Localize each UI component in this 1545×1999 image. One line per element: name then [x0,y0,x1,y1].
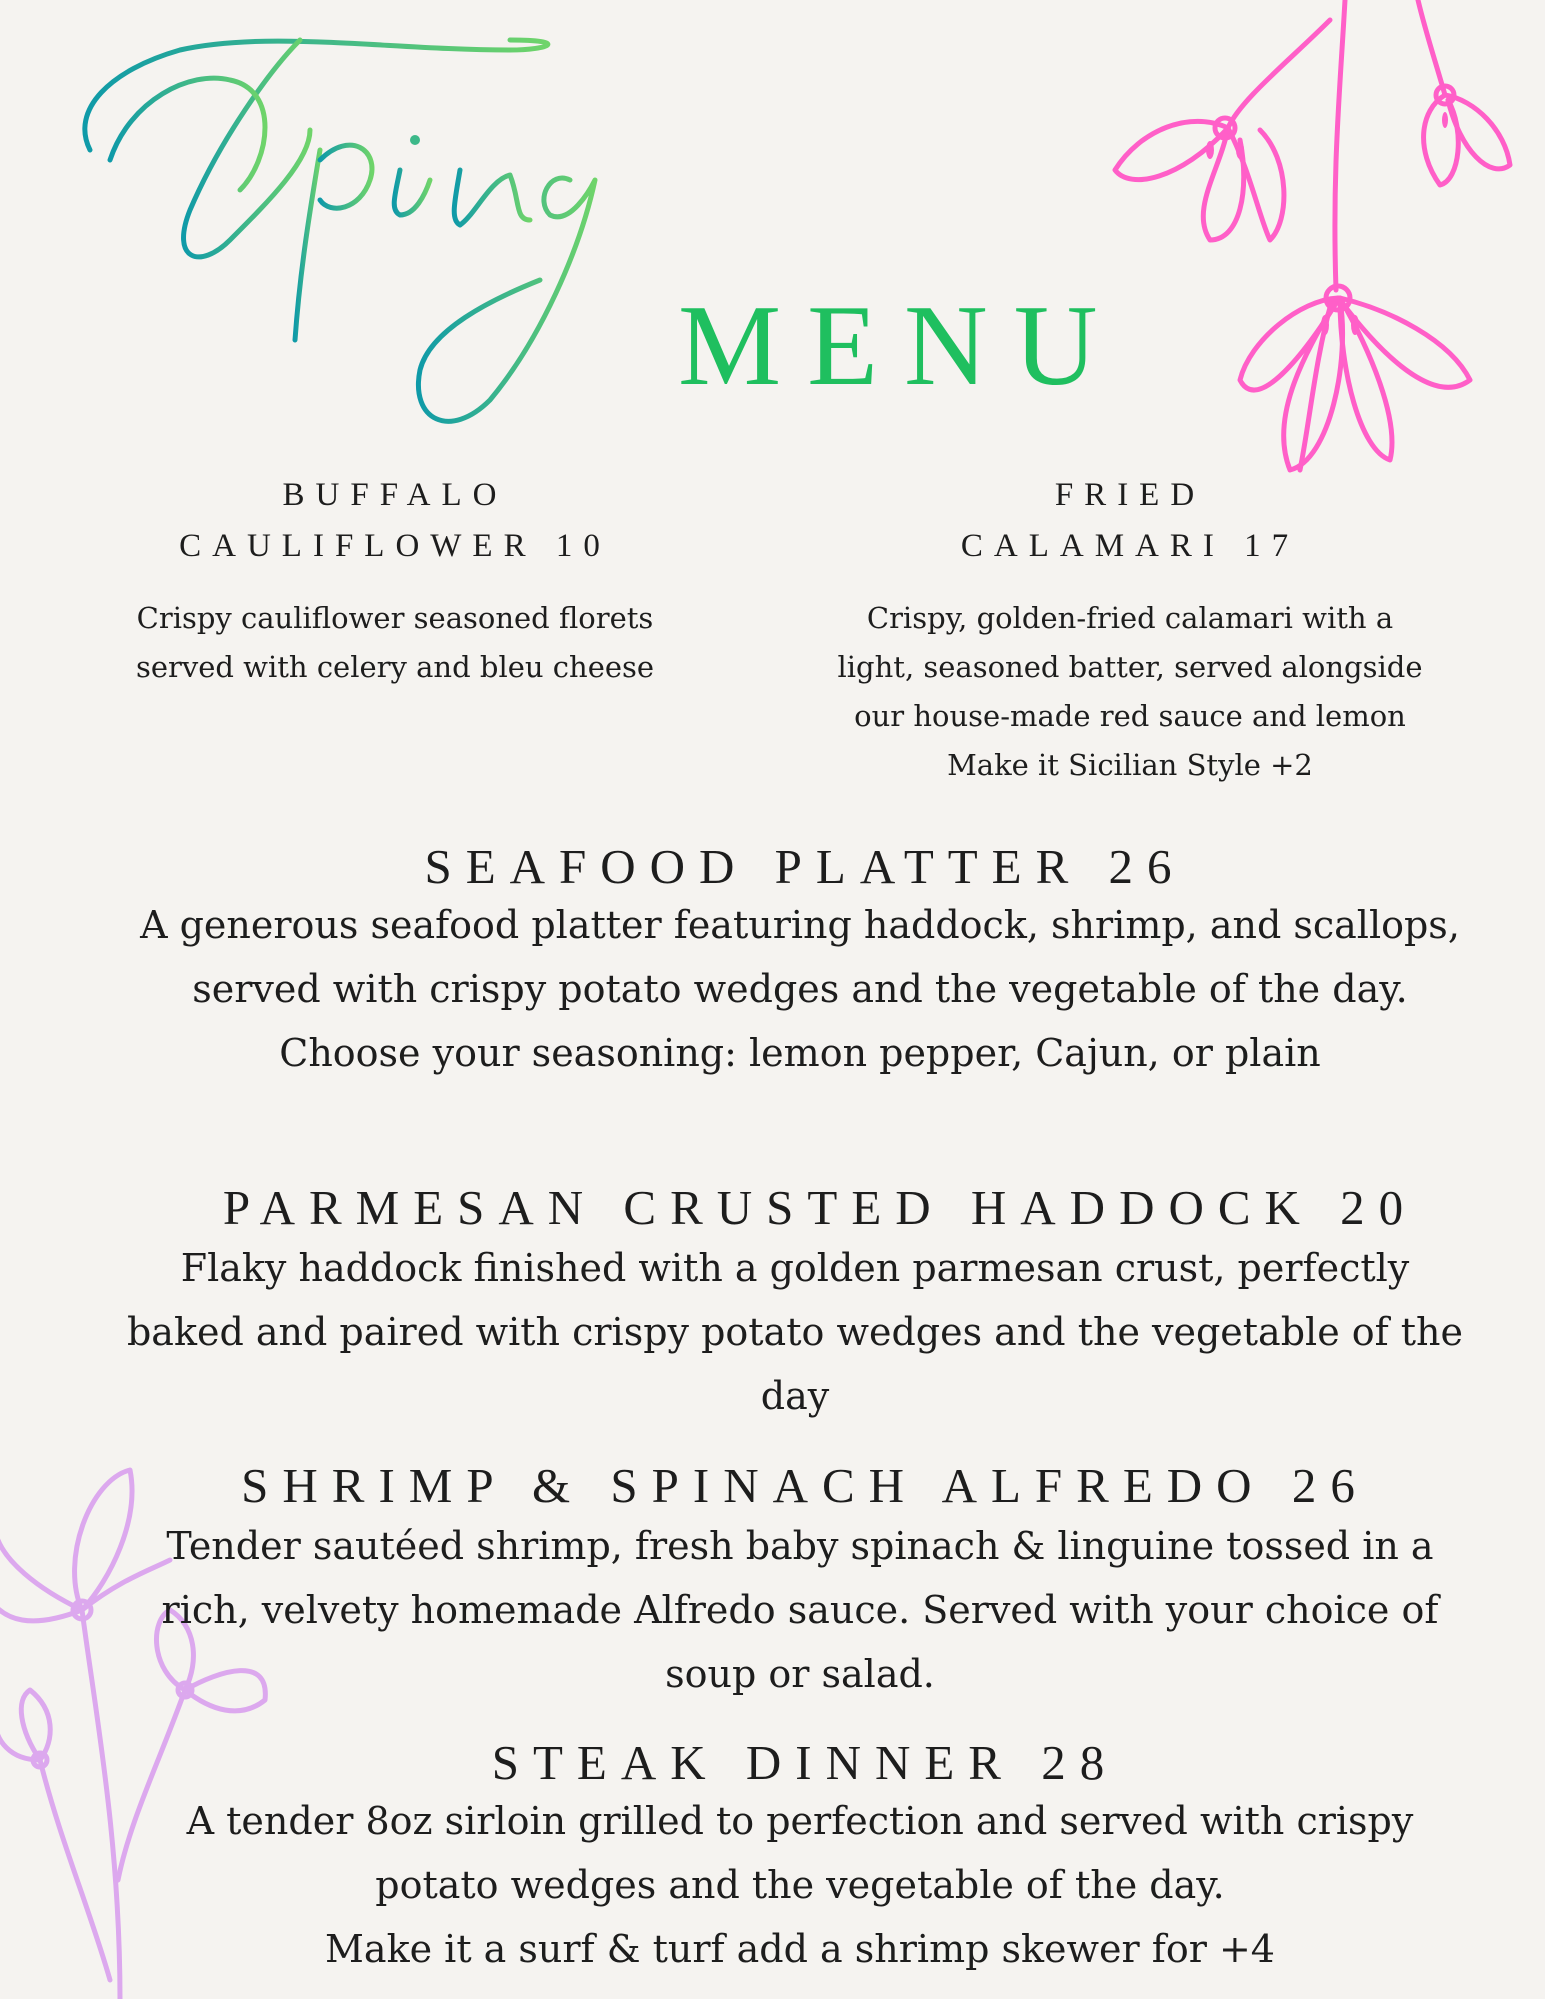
appetizer-title-line: BUFFALO [282,477,508,513]
appetizer-description [90,594,700,692]
description-line: light, seasoned batter, served alongside [837,650,1423,684]
description-line: potato wedges and the vegetable of the day. [375,1863,1225,1907]
description-line: Crispy, golden-fried calamari with a [866,601,1394,635]
description-line: Choose your seasoning: lemon pepper, Cajun, or plain [279,1031,1321,1075]
appetizer-title-line: CALAMARI 17 [960,528,1300,564]
menu-heading: MENU [678,282,1124,410]
entree-steak-dinner [90,1735,1510,1981]
entree-description [80,1236,1510,1428]
description-line: served with crispy potato wedges and the vegetable of the day. [192,967,1408,1011]
description-line: rich, velvety homemade Alfredo sauce. Served with your choice of [161,1588,1439,1632]
description-line: Flaky haddock finished with a golden parmesan crust, perfectly [180,1246,1410,1290]
appetizer-title-line: CAULIFLOWER 10 [179,528,611,564]
entree-title: SHRIMP & SPINACH ALFREDO 26 [241,1458,1369,1513]
entree-parmesan-crusted-haddock [80,1180,1510,1428]
description-line: A tender 8oz sirloin grilled to perfection and served with crispy [186,1799,1414,1843]
description-line: Make it a surf & turf add a shrimp skewer for +4 [325,1927,1275,1971]
appetizer-title [790,470,1470,572]
entree-description [90,1514,1510,1706]
appetizer-title [90,470,700,572]
appetizer-title-line: FRIED [1054,477,1206,513]
entree-description [90,1789,1510,1981]
pink-flower-icon [1100,0,1545,490]
entree-title: STEAK DINNER 28 [491,1735,1119,1790]
description-line: baked and paired with crispy potato wedges and the vegetable of the [126,1310,1464,1354]
description-line: Crispy cauliflower seasoned florets [136,601,654,635]
entree-title: PARMESAN CRUSTED HADDOCK 20 [222,1180,1418,1235]
description-line: served with celery and bleu cheese [135,650,655,684]
description-line: day [760,1374,830,1418]
entree-seafood-platter [90,839,1510,1085]
description-line: our house-made red sauce and lemon [854,699,1406,733]
description-line: Make it Sicilian Style +2 [947,748,1313,782]
appetizer-fried-calamari [790,470,1470,790]
entree-description [90,893,1510,1085]
description-line: A generous seafood platter featuring haddock, shrimp, and scallops, [140,903,1460,947]
entree-title: SEAFOOD PLATTER 26 [424,839,1186,894]
description-line: soup or salad. [665,1652,935,1696]
entree-shrimp-spinach-alfredo [90,1458,1510,1706]
appetizer-buffalo-cauliflower [90,470,700,692]
appetizer-description [790,594,1470,790]
spring-script-title [70,10,710,430]
description-line: Tender sautéed shrimp, fresh baby spinach & linguine tossed in a [166,1524,1434,1568]
